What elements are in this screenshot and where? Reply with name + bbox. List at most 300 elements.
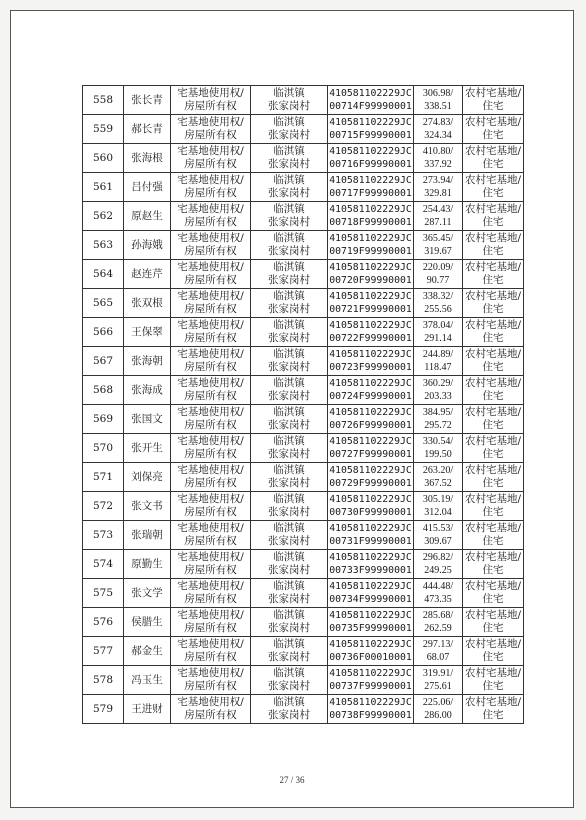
row-number-cell: 577 <box>83 637 124 666</box>
location-cell <box>251 202 328 231</box>
right-type-cell-line2: 房屋所有权 <box>184 361 237 373</box>
table-row <box>83 492 524 521</box>
area-cell-line1: 384.95/ <box>422 407 454 418</box>
owner-name-cell: 张海根 <box>124 144 171 173</box>
table-row <box>83 260 524 289</box>
right-type-cell-line1: 宅基地使用权/ <box>177 406 244 418</box>
area-cell-line1: 285.68/ <box>422 610 454 621</box>
right-type-cell-line1: 宅基地使用权/ <box>177 232 244 244</box>
unit-code-cell-line2: 00717F99990001 <box>329 188 412 199</box>
owner-name-cell: 张海成 <box>124 376 171 405</box>
land-use-cell-line2: 住宅 <box>482 303 504 315</box>
location-cell-line1: 临淇镇 <box>273 580 305 592</box>
area-cell <box>414 637 463 666</box>
location-cell-line2: 张家岗村 <box>268 274 310 286</box>
area-cell-line2: 338.51 <box>424 101 452 112</box>
table-row <box>83 289 524 318</box>
right-type-cell-line2: 房屋所有权 <box>184 448 237 460</box>
location-cell <box>251 260 328 289</box>
land-use-cell-line2: 住宅 <box>482 506 504 518</box>
location-cell <box>251 492 328 521</box>
land-use-cell-line2: 住宅 <box>482 622 504 634</box>
land-use-cell-line1: 农村宅基地/ <box>464 87 522 99</box>
unit-code-cell-line1: 410581102229JC <box>329 494 412 505</box>
owner-name-cell: 张文学 <box>124 579 171 608</box>
unit-code-cell-line2: 00715F99990001 <box>329 130 412 141</box>
area-cell-line2: 249.25 <box>424 565 452 576</box>
right-type-cell-line1: 宅基地使用权/ <box>177 145 244 157</box>
location-cell-line1: 临淇镇 <box>273 638 305 650</box>
row-number-cell: 560 <box>83 144 124 173</box>
location-cell <box>251 144 328 173</box>
unit-code-cell <box>328 463 414 492</box>
land-use-cell-line2: 住宅 <box>482 564 504 576</box>
area-cell-line2: 118.47 <box>424 362 452 373</box>
unit-code-cell <box>328 86 414 115</box>
right-type-cell-line1: 宅基地使用权/ <box>177 435 244 447</box>
area-cell-line1: 338.32/ <box>422 291 454 302</box>
right-type-cell-line1: 宅基地使用权/ <box>177 87 244 99</box>
location-cell <box>251 115 328 144</box>
area-cell <box>414 579 463 608</box>
unit-code-cell-line2: 00726F99990001 <box>329 420 412 431</box>
land-use-cell-line2: 住宅 <box>482 419 504 431</box>
location-cell <box>251 289 328 318</box>
location-cell-line2: 张家岗村 <box>268 158 310 170</box>
unit-code-cell <box>328 405 414 434</box>
owner-name-cell: 郝金生 <box>124 637 171 666</box>
right-type-cell-line2: 房屋所有权 <box>184 477 237 489</box>
land-use-cell-line1: 农村宅基地/ <box>464 696 522 708</box>
location-cell-line2: 张家岗村 <box>268 593 310 605</box>
area-cell <box>414 608 463 637</box>
unit-code-cell-line1: 410581102229JC <box>329 378 412 389</box>
unit-code-cell-line1: 410581102229JC <box>329 407 412 418</box>
land-use-cell <box>463 231 524 260</box>
area-cell <box>414 202 463 231</box>
unit-code-cell-line2: 00719F99990001 <box>329 246 412 257</box>
unit-code-cell-line2: 00723F99990001 <box>329 362 412 373</box>
table-row <box>83 173 524 202</box>
area-cell-line2: 312.04 <box>424 507 452 518</box>
land-use-cell-line1: 农村宅基地/ <box>464 493 522 505</box>
area-cell-line2: 324.34 <box>424 130 452 141</box>
area-cell-line2: 329.81 <box>424 188 452 199</box>
area-cell-line1: 360.29/ <box>422 378 454 389</box>
unit-code-cell-line1: 410581102229JC <box>329 610 412 621</box>
land-use-cell <box>463 579 524 608</box>
location-cell-line2: 张家岗村 <box>268 245 310 257</box>
land-use-cell <box>463 405 524 434</box>
area-cell-line1: 225.06/ <box>422 697 454 708</box>
row-number-cell: 567 <box>83 347 124 376</box>
area-cell-line1: 274.83/ <box>422 117 454 128</box>
land-use-cell <box>463 492 524 521</box>
location-cell <box>251 695 328 724</box>
right-type-cell <box>171 492 251 521</box>
area-cell-line1: 305.19/ <box>422 494 454 505</box>
area-cell-line2: 319.67 <box>424 246 452 257</box>
land-use-cell <box>463 289 524 318</box>
right-type-cell-line1: 宅基地使用权/ <box>177 261 244 273</box>
area-cell <box>414 666 463 695</box>
unit-code-cell-line2: 00720F99990001 <box>329 275 412 286</box>
area-cell-line2: 275.61 <box>424 681 452 692</box>
row-number-cell: 561 <box>83 173 124 202</box>
location-cell-line2: 张家岗村 <box>268 622 310 634</box>
right-type-cell-line2: 房屋所有权 <box>184 129 237 141</box>
location-cell-line2: 张家岗村 <box>268 651 310 663</box>
unit-code-cell-line2: 00724F99990001 <box>329 391 412 402</box>
owner-name-cell: 张文书 <box>124 492 171 521</box>
unit-code-cell <box>328 173 414 202</box>
right-type-cell <box>171 521 251 550</box>
owner-name-cell: 刘保亮 <box>124 463 171 492</box>
land-use-cell-line2: 住宅 <box>482 709 504 721</box>
area-cell-line2: 287.11 <box>424 217 452 228</box>
location-cell <box>251 550 328 579</box>
location-cell <box>251 347 328 376</box>
unit-code-cell <box>328 202 414 231</box>
land-use-cell-line2: 住宅 <box>482 535 504 547</box>
table-row <box>83 608 524 637</box>
land-use-cell-line2: 住宅 <box>482 448 504 460</box>
area-cell-line2: 473.35 <box>424 594 452 605</box>
owner-name-cell: 赵连芹 <box>124 260 171 289</box>
location-cell-line2: 张家岗村 <box>268 477 310 489</box>
right-type-cell <box>171 115 251 144</box>
right-type-cell <box>171 202 251 231</box>
right-type-cell <box>171 666 251 695</box>
right-type-cell-line2: 房屋所有权 <box>184 593 237 605</box>
table-row <box>83 550 524 579</box>
right-type-cell-line1: 宅基地使用权/ <box>177 290 244 302</box>
area-cell-line1: 220.09/ <box>422 262 454 273</box>
location-cell-line1: 临淇镇 <box>273 696 305 708</box>
land-use-cell-line1: 农村宅基地/ <box>464 261 522 273</box>
area-cell-line1: 306.98/ <box>422 88 454 99</box>
location-cell-line2: 张家岗村 <box>268 535 310 547</box>
unit-code-cell-line1: 410581102229JC <box>329 233 412 244</box>
area-cell-line1: 244.89/ <box>422 349 454 360</box>
right-type-cell-line2: 房屋所有权 <box>184 535 237 547</box>
area-cell-line1: 415.53/ <box>422 523 454 534</box>
unit-code-cell <box>328 231 414 260</box>
land-use-cell-line2: 住宅 <box>482 245 504 257</box>
row-number-cell: 564 <box>83 260 124 289</box>
unit-code-cell <box>328 144 414 173</box>
location-cell-line1: 临淇镇 <box>273 551 305 563</box>
right-type-cell-line2: 房屋所有权 <box>184 274 237 286</box>
right-type-cell-line1: 宅基地使用权/ <box>177 464 244 476</box>
area-cell-line2: 309.67 <box>424 536 452 547</box>
location-cell-line2: 张家岗村 <box>268 100 310 112</box>
right-type-cell-line1: 宅基地使用权/ <box>177 609 244 621</box>
unit-code-cell <box>328 260 414 289</box>
owner-name-cell: 王进财 <box>124 695 171 724</box>
location-cell-line1: 临淇镇 <box>273 667 305 679</box>
unit-code-cell-line2: 00736F00010001 <box>329 652 412 663</box>
area-cell-line2: 68.07 <box>426 652 450 663</box>
row-number-cell: 579 <box>83 695 124 724</box>
row-number-cell: 578 <box>83 666 124 695</box>
location-cell <box>251 666 328 695</box>
owner-name-cell: 吕付强 <box>124 173 171 202</box>
right-type-cell-line2: 房屋所有权 <box>184 651 237 663</box>
land-use-cell-line1: 农村宅基地/ <box>464 522 522 534</box>
row-number-cell: 572 <box>83 492 124 521</box>
location-cell-line1: 临淇镇 <box>273 319 305 331</box>
unit-code-cell <box>328 550 414 579</box>
area-cell-line1: 263.20/ <box>422 465 454 476</box>
owner-name-cell: 原勤生 <box>124 550 171 579</box>
location-cell <box>251 637 328 666</box>
location-cell <box>251 231 328 260</box>
location-cell-line1: 临淇镇 <box>273 435 305 447</box>
unit-code-cell-line1: 410581102229JC <box>329 320 412 331</box>
unit-code-cell-line2: 00731F99990001 <box>329 536 412 547</box>
location-cell-line1: 临淇镇 <box>273 464 305 476</box>
location-cell <box>251 376 328 405</box>
land-use-cell <box>463 347 524 376</box>
location-cell-line1: 临淇镇 <box>273 522 305 534</box>
location-cell-line2: 张家岗村 <box>268 506 310 518</box>
land-use-cell-line2: 住宅 <box>482 100 504 112</box>
right-type-cell <box>171 86 251 115</box>
location-cell-line1: 临淇镇 <box>273 290 305 302</box>
right-type-cell <box>171 463 251 492</box>
area-cell <box>414 550 463 579</box>
unit-code-cell-line2: 00729F99990001 <box>329 478 412 489</box>
right-type-cell-line2: 房屋所有权 <box>184 564 237 576</box>
row-number-cell: 576 <box>83 608 124 637</box>
right-type-cell-line2: 房屋所有权 <box>184 506 237 518</box>
location-cell-line1: 临淇镇 <box>273 145 305 157</box>
unit-code-cell-line2: 00734F99990001 <box>329 594 412 605</box>
area-cell-line1: 410.80/ <box>422 146 454 157</box>
area-cell <box>414 463 463 492</box>
land-use-cell-line1: 农村宅基地/ <box>464 667 522 679</box>
land-use-cell <box>463 695 524 724</box>
table-row <box>83 144 524 173</box>
land-use-cell <box>463 115 524 144</box>
owner-name-cell: 原赵生 <box>124 202 171 231</box>
location-cell-line2: 张家岗村 <box>268 419 310 431</box>
land-use-cell-line1: 农村宅基地/ <box>464 551 522 563</box>
unit-code-cell-line2: 00733F99990001 <box>329 565 412 576</box>
right-type-cell <box>171 579 251 608</box>
location-cell-line1: 临淇镇 <box>273 261 305 273</box>
right-type-cell <box>171 695 251 724</box>
unit-code-cell-line2: 00735F99990001 <box>329 623 412 634</box>
location-cell-line1: 临淇镇 <box>273 377 305 389</box>
row-number-cell: 565 <box>83 289 124 318</box>
land-use-cell-line2: 住宅 <box>482 593 504 605</box>
table-row <box>83 521 524 550</box>
right-type-cell-line1: 宅基地使用权/ <box>177 348 244 360</box>
right-type-cell-line2: 房屋所有权 <box>184 622 237 634</box>
unit-code-cell-line1: 410581102229JC <box>329 146 412 157</box>
unit-code-cell-line1: 410581102229JC <box>329 581 412 592</box>
right-type-cell-line2: 房屋所有权 <box>184 158 237 170</box>
unit-code-cell-line2: 00716F99990001 <box>329 159 412 170</box>
right-type-cell-line1: 宅基地使用权/ <box>177 696 244 708</box>
unit-code-cell-line1: 410581102229JC <box>329 697 412 708</box>
unit-code-cell-line2: 00737F99990001 <box>329 681 412 692</box>
right-type-cell <box>171 608 251 637</box>
location-cell <box>251 86 328 115</box>
location-cell <box>251 608 328 637</box>
row-number-cell: 569 <box>83 405 124 434</box>
right-type-cell <box>171 550 251 579</box>
land-use-cell <box>463 86 524 115</box>
owner-name-cell: 郝长青 <box>124 115 171 144</box>
right-type-cell <box>171 173 251 202</box>
unit-code-cell-line1: 410581102229JC <box>329 291 412 302</box>
unit-code-cell-line1: 410581102229JC <box>329 204 412 215</box>
unit-code-cell <box>328 521 414 550</box>
owner-name-cell: 张海朝 <box>124 347 171 376</box>
right-type-cell-line2: 房屋所有权 <box>184 390 237 402</box>
owner-name-cell: 冯玉生 <box>124 666 171 695</box>
location-cell-line2: 张家岗村 <box>268 129 310 141</box>
owner-name-cell: 张开生 <box>124 434 171 463</box>
unit-code-cell-line1: 410581102229JC <box>329 639 412 650</box>
unit-code-cell <box>328 347 414 376</box>
unit-code-cell <box>328 637 414 666</box>
unit-code-cell-line1: 410581102229JC <box>329 436 412 447</box>
right-type-cell <box>171 376 251 405</box>
unit-code-cell-line1: 410581102229JC <box>329 523 412 534</box>
land-use-cell-line2: 住宅 <box>482 651 504 663</box>
location-cell-line2: 张家岗村 <box>268 361 310 373</box>
land-use-cell-line1: 农村宅基地/ <box>464 174 522 186</box>
location-cell-line1: 临淇镇 <box>273 232 305 244</box>
land-use-cell-line1: 农村宅基地/ <box>464 406 522 418</box>
table-row <box>83 405 524 434</box>
location-cell-line2: 张家岗村 <box>268 390 310 402</box>
location-cell-line2: 张家岗村 <box>268 303 310 315</box>
unit-code-cell <box>328 666 414 695</box>
owner-name-cell: 张长青 <box>124 86 171 115</box>
area-cell <box>414 173 463 202</box>
owner-name-cell: 侯腊生 <box>124 608 171 637</box>
row-number-cell: 574 <box>83 550 124 579</box>
unit-code-cell <box>328 608 414 637</box>
location-cell <box>251 579 328 608</box>
land-use-cell <box>463 376 524 405</box>
area-cell <box>414 521 463 550</box>
right-type-cell-line1: 宅基地使用权/ <box>177 377 244 389</box>
right-type-cell <box>171 260 251 289</box>
table-row <box>83 231 524 260</box>
unit-code-cell-line1: 410581102229JC <box>329 465 412 476</box>
row-number-cell: 559 <box>83 115 124 144</box>
right-type-cell-line1: 宅基地使用权/ <box>177 580 244 592</box>
unit-code-cell <box>328 695 414 724</box>
right-type-cell <box>171 289 251 318</box>
area-cell-line2: 337.92 <box>424 159 452 170</box>
area-cell-line1: 273.94/ <box>422 175 454 186</box>
unit-code-cell-line2: 00718F99990001 <box>329 217 412 228</box>
land-use-cell-line1: 农村宅基地/ <box>464 203 522 215</box>
unit-code-cell-line1: 410581102229JC <box>329 117 412 128</box>
area-cell <box>414 318 463 347</box>
land-use-cell-line2: 住宅 <box>482 187 504 199</box>
location-cell-line2: 张家岗村 <box>268 709 310 721</box>
area-cell <box>414 260 463 289</box>
right-type-cell-line1: 宅基地使用权/ <box>177 319 244 331</box>
row-number-cell: 571 <box>83 463 124 492</box>
land-use-cell-line2: 住宅 <box>482 680 504 692</box>
unit-code-cell-line1: 410581102229JC <box>329 349 412 360</box>
unit-code-cell <box>328 492 414 521</box>
table-row <box>83 318 524 347</box>
land-use-cell <box>463 637 524 666</box>
land-use-cell <box>463 318 524 347</box>
location-cell <box>251 173 328 202</box>
table-row <box>83 434 524 463</box>
row-number-cell: 568 <box>83 376 124 405</box>
unit-code-cell <box>328 579 414 608</box>
location-cell-line1: 临淇镇 <box>273 348 305 360</box>
land-use-cell-line2: 住宅 <box>482 332 504 344</box>
right-type-cell <box>171 637 251 666</box>
right-type-cell-line2: 房屋所有权 <box>184 245 237 257</box>
unit-code-cell-line1: 410581102229JC <box>329 552 412 563</box>
right-type-cell-line2: 房屋所有权 <box>184 419 237 431</box>
land-use-cell-line2: 住宅 <box>482 216 504 228</box>
area-cell-line1: 296.82/ <box>422 552 454 563</box>
owner-name-cell: 张国文 <box>124 405 171 434</box>
unit-code-cell-line1: 410581102229JC <box>329 262 412 273</box>
area-cell-line2: 295.72 <box>424 420 452 431</box>
right-type-cell-line2: 房屋所有权 <box>184 332 237 344</box>
unit-code-cell-line2: 00727F99990001 <box>329 449 412 460</box>
land-use-cell <box>463 144 524 173</box>
right-type-cell-line1: 宅基地使用权/ <box>177 203 244 215</box>
page-number: 27 / 36 <box>279 775 305 785</box>
right-type-cell-line2: 房屋所有权 <box>184 680 237 692</box>
location-cell-line1: 临淇镇 <box>273 609 305 621</box>
owner-name-cell: 王保翠 <box>124 318 171 347</box>
location-cell-line2: 张家岗村 <box>268 448 310 460</box>
area-cell-line1: 319.91/ <box>422 668 454 679</box>
right-type-cell-line1: 宅基地使用权/ <box>177 493 244 505</box>
area-cell-line2: 286.00 <box>424 710 452 721</box>
unit-code-cell-line1: 410581102229JC <box>329 175 412 186</box>
land-use-cell <box>463 202 524 231</box>
area-cell-line2: 90.77 <box>426 275 450 286</box>
location-cell <box>251 463 328 492</box>
land-use-cell <box>463 550 524 579</box>
location-cell-line1: 临淇镇 <box>273 406 305 418</box>
unit-code-cell-line2: 00714F99990001 <box>329 101 412 112</box>
area-cell <box>414 405 463 434</box>
area-cell-line2: 291.14 <box>424 333 452 344</box>
right-type-cell-line1: 宅基地使用权/ <box>177 551 244 563</box>
right-type-cell-line2: 房屋所有权 <box>184 100 237 112</box>
area-cell <box>414 376 463 405</box>
owner-name-cell: 张瑞朝 <box>124 521 171 550</box>
right-type-cell-line1: 宅基地使用权/ <box>177 116 244 128</box>
land-use-cell-line1: 农村宅基地/ <box>464 290 522 302</box>
land-use-cell <box>463 608 524 637</box>
unit-code-cell <box>328 289 414 318</box>
land-use-cell <box>463 666 524 695</box>
right-type-cell <box>171 347 251 376</box>
table-row <box>83 202 524 231</box>
